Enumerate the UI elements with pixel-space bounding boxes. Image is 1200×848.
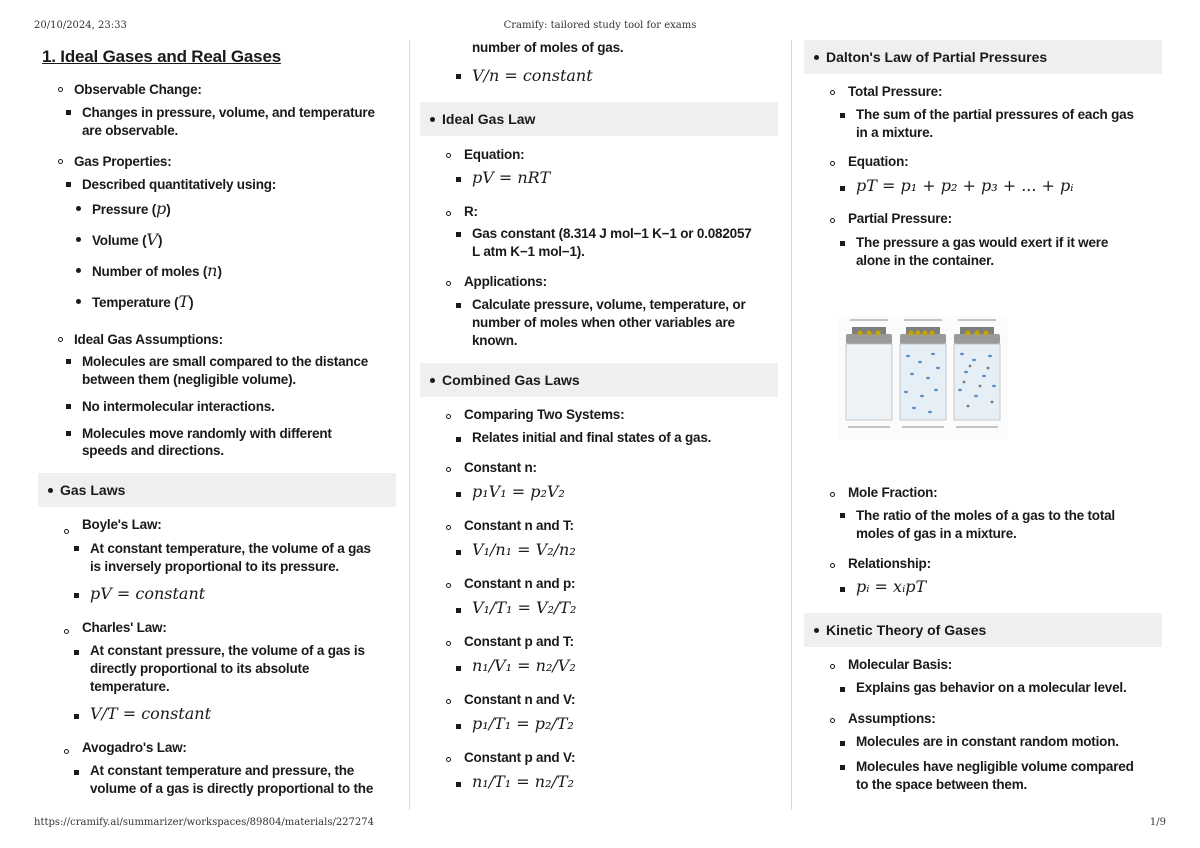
heading-partial-pressure: Partial Pressure: xyxy=(848,211,952,226)
text-line: are observable. xyxy=(82,123,179,138)
text-line: At constant temperature, the volume of a gas xyxy=(90,541,371,556)
square-bullet-icon xyxy=(840,765,845,770)
square-bullet-icon xyxy=(840,241,845,246)
circle-bullet-icon xyxy=(830,664,835,669)
circle-bullet-icon xyxy=(446,757,451,762)
square-bullet-icon xyxy=(456,232,461,237)
cylinder-1 xyxy=(846,327,892,420)
square-bullet-icon xyxy=(456,550,461,555)
circle-bullet-icon xyxy=(830,161,835,166)
circle-bullet-icon xyxy=(446,281,451,286)
text-line: The ratio of the moles of a gas to the total xyxy=(856,508,1115,523)
text-line: Molecules move randomly with different xyxy=(82,426,332,441)
square-bullet-icon xyxy=(74,593,79,598)
print-datetime: 20/10/2024, 23:33 xyxy=(34,20,127,31)
heading-comparing: Comparing Two Systems: xyxy=(464,407,625,422)
square-bullet-icon xyxy=(840,587,845,592)
text-line: temperature. xyxy=(90,679,170,694)
text-line: Molecules are small compared to the distance xyxy=(82,354,369,369)
page-footer xyxy=(34,817,1166,831)
text-line: alone in the container. xyxy=(856,253,994,268)
heading-gas-properties: Gas Properties: xyxy=(74,154,172,169)
heading-molecular-basis: Molecular Basis: xyxy=(848,657,953,672)
section-kinetic-theory xyxy=(804,613,1162,647)
heading-assumptions: Assumptions: xyxy=(848,711,936,726)
text-line: speeds and directions. xyxy=(82,443,224,458)
square-bullet-icon xyxy=(456,492,461,497)
label: Temperature ( xyxy=(92,295,179,310)
square-bullet-icon xyxy=(840,741,845,746)
symbol: T xyxy=(178,292,190,311)
page-header xyxy=(34,20,1166,34)
text-line: to the space between them. xyxy=(856,777,1028,792)
text-line: Gas constant (8.314 J mol−1 K−1 or 0.082057 xyxy=(472,226,752,241)
text-line: between them (negligible volume). xyxy=(82,372,296,387)
symbol: p xyxy=(156,199,167,218)
heading-assumptions: Ideal Gas Assumptions: xyxy=(74,332,223,347)
equation-constant-nT: V₁/n₁ = V₂/n₂ xyxy=(472,540,576,559)
heading-equation: Equation: xyxy=(464,147,525,162)
circle-bullet-icon xyxy=(446,153,451,158)
equation-constant-np: V₁/T₁ = V₂/T₂ xyxy=(472,598,577,617)
square-bullet-icon xyxy=(456,724,461,729)
paren: ) xyxy=(189,295,194,310)
label: Pressure ( xyxy=(92,202,157,217)
square-bullet-icon xyxy=(74,714,79,719)
circle-bullet-icon xyxy=(58,337,63,342)
square-bullet-icon xyxy=(456,608,461,613)
square-bullet-icon xyxy=(456,782,461,787)
heading-applications: Applications: xyxy=(464,274,547,289)
text-line: Molecules are in constant random motion. xyxy=(856,734,1119,749)
square-bullet-icon xyxy=(456,437,461,442)
heading-constant-np: Constant n and p: xyxy=(464,576,576,591)
column-divider xyxy=(791,40,792,810)
text-line: known. xyxy=(472,333,518,348)
heading-r: R: xyxy=(464,204,478,219)
equation-constant-n: p₁V₁ = p₂V₂ xyxy=(472,482,565,501)
text-line: volume of a gas is directly proportional to the xyxy=(90,781,374,796)
text-line: is inversely proportional to its pressure. xyxy=(90,559,339,574)
dot-bullet-icon xyxy=(76,299,81,304)
heading-constant-pV: Constant p and V: xyxy=(464,750,576,765)
text-line: Described quantitatively using: xyxy=(82,177,277,192)
circle-bullet-icon xyxy=(830,90,835,95)
circle-bullet-icon xyxy=(64,629,69,634)
text-line: in a mixture. xyxy=(856,125,933,140)
circle-bullet-icon xyxy=(58,159,63,164)
property-moles xyxy=(92,262,222,281)
partial-pressure-cylinders-figure xyxy=(838,316,1008,440)
heading-boyle: Boyle's Law: xyxy=(82,517,162,532)
heading-constant-pT: Constant p and T: xyxy=(464,634,574,649)
circle-bullet-icon xyxy=(446,583,451,588)
equation-constant-pV: n₁/T₁ = n₂/T₂ xyxy=(472,772,574,791)
heading-equation: Equation: xyxy=(848,154,909,169)
text-line: At constant temperature and pressure, the xyxy=(90,763,355,778)
heading-constant-n: Constant n: xyxy=(464,460,537,475)
cylinder-3 xyxy=(954,327,1000,420)
label: Volume ( xyxy=(92,233,147,248)
circle-bullet-icon xyxy=(830,718,835,723)
circle-bullet-icon xyxy=(446,467,451,472)
square-bullet-icon xyxy=(66,404,71,409)
property-temperature xyxy=(92,293,193,312)
section-heading: Gas Laws xyxy=(60,482,126,498)
text-line: Explains gas behavior on a molecular level. xyxy=(856,680,1127,695)
text-line: number of moles when other variables are xyxy=(472,315,735,330)
square-bullet-icon xyxy=(74,650,79,655)
equation-ideal-gas: pV = nRT xyxy=(472,168,551,187)
square-bullet-icon xyxy=(456,666,461,671)
square-bullet-icon xyxy=(840,186,845,191)
circle-bullet-icon xyxy=(446,641,451,646)
circle-bullet-icon xyxy=(64,529,69,534)
document-title: Cramify: tailored study tool for exams xyxy=(503,20,697,31)
square-bullet-icon xyxy=(456,74,461,79)
source-url: https://cramify.ai/summarizer/workspaces/89804/materials/227274 xyxy=(34,817,374,828)
paren: ) xyxy=(157,233,163,248)
square-bullet-icon xyxy=(66,110,71,115)
text-line: At constant pressure, the volume of a gas is xyxy=(90,643,365,658)
dot-bullet-icon xyxy=(48,488,53,493)
page-number: 1/9 xyxy=(1149,817,1166,828)
section-combined-gas-laws xyxy=(420,363,778,397)
dot-bullet-icon xyxy=(76,237,81,242)
circle-bullet-icon xyxy=(446,211,451,216)
circle-bullet-icon xyxy=(446,699,451,704)
text-line: directly proportional to its absolute xyxy=(90,661,310,676)
square-bullet-icon xyxy=(840,687,845,692)
circle-bullet-icon xyxy=(58,87,63,92)
heading-charles: Charles' Law: xyxy=(82,620,167,635)
label: Number of moles ( xyxy=(92,264,208,279)
equation-charles: V/T = constant xyxy=(90,704,212,723)
circle-bullet-icon xyxy=(446,525,451,530)
heading-relationship: Relationship: xyxy=(848,556,931,571)
paren: ) xyxy=(217,264,222,279)
property-volume xyxy=(92,231,162,250)
text-line: No intermolecular interactions. xyxy=(82,399,275,414)
square-bullet-icon xyxy=(840,113,845,118)
text-line: Calculate pressure, volume, temperature, or xyxy=(472,297,746,312)
equation-dalton: pT = p₁ + p₂ + p₃ + ... + pᵢ xyxy=(856,176,1074,195)
symbol: n xyxy=(207,261,218,280)
square-bullet-icon xyxy=(66,431,71,436)
property-pressure xyxy=(92,200,171,219)
heading-mole-fraction: Mole Fraction: xyxy=(848,485,938,500)
heading-observable-change: Observable Change: xyxy=(74,82,202,97)
section-heading: Combined Gas Laws xyxy=(442,372,580,388)
square-bullet-icon xyxy=(66,182,71,187)
equation-constant-pT: n₁/V₁ = n₂/V₂ xyxy=(472,656,576,675)
equation-relationship: pᵢ = xᵢpT xyxy=(856,577,927,596)
section-gas-laws xyxy=(38,473,396,507)
equation-constant-nV: p₁/T₁ = p₂/T₂ xyxy=(472,714,574,733)
section-heading: Dalton's Law of Partial Pressures xyxy=(826,49,1048,65)
section-heading: Kinetic Theory of Gases xyxy=(826,622,987,638)
square-bullet-icon xyxy=(456,177,461,182)
text-line: L atm K−1 mol−1). xyxy=(472,244,585,259)
section-heading: Ideal Gas Law xyxy=(442,111,536,127)
paren: ) xyxy=(166,202,171,217)
circle-bullet-icon xyxy=(830,218,835,223)
heading-constant-nV: Constant n and V: xyxy=(464,692,576,707)
square-bullet-icon xyxy=(456,303,461,308)
text-line: Changes in pressure, volume, and temperature xyxy=(82,105,375,120)
text-line: moles of gas in a mixture. xyxy=(856,526,1017,541)
text-line: The pressure a gas would exert if it were xyxy=(856,235,1109,250)
square-bullet-icon xyxy=(74,770,79,775)
dot-bullet-icon xyxy=(76,206,81,211)
heading-constant-nT: Constant n and T: xyxy=(464,518,574,533)
square-bullet-icon xyxy=(74,546,79,551)
equation-boyle: pV = constant xyxy=(90,584,206,603)
text-line: Molecules have negligible volume compared xyxy=(856,759,1134,774)
dot-bullet-icon xyxy=(814,55,819,60)
text-line: Relates initial and final states of a gas. xyxy=(472,430,712,445)
equation-avogadro: V/n = constant xyxy=(472,66,593,85)
dot-bullet-icon xyxy=(430,378,435,383)
circle-bullet-icon xyxy=(830,492,835,497)
square-bullet-icon xyxy=(840,513,845,518)
text-line: The sum of the partial pressures of each gas xyxy=(856,107,1134,122)
circle-bullet-icon xyxy=(830,563,835,568)
cylinder-2 xyxy=(900,327,946,420)
symbol: V xyxy=(146,230,158,249)
text-line: number of moles of gas. xyxy=(472,40,624,55)
dot-bullet-icon xyxy=(430,117,435,122)
dot-bullet-icon xyxy=(814,628,819,633)
dot-bullet-icon xyxy=(76,268,81,273)
section-dalton xyxy=(804,40,1162,74)
square-bullet-icon xyxy=(66,359,71,364)
heading-avogadro: Avogadro's Law: xyxy=(82,740,187,755)
heading-total-pressure: Total Pressure: xyxy=(848,84,943,99)
circle-bullet-icon xyxy=(64,749,69,754)
circle-bullet-icon xyxy=(446,414,451,419)
section-title: 1. Ideal Gases and Real Gases xyxy=(42,47,281,66)
section-ideal-gas-law xyxy=(420,102,778,136)
column-divider xyxy=(409,40,410,810)
